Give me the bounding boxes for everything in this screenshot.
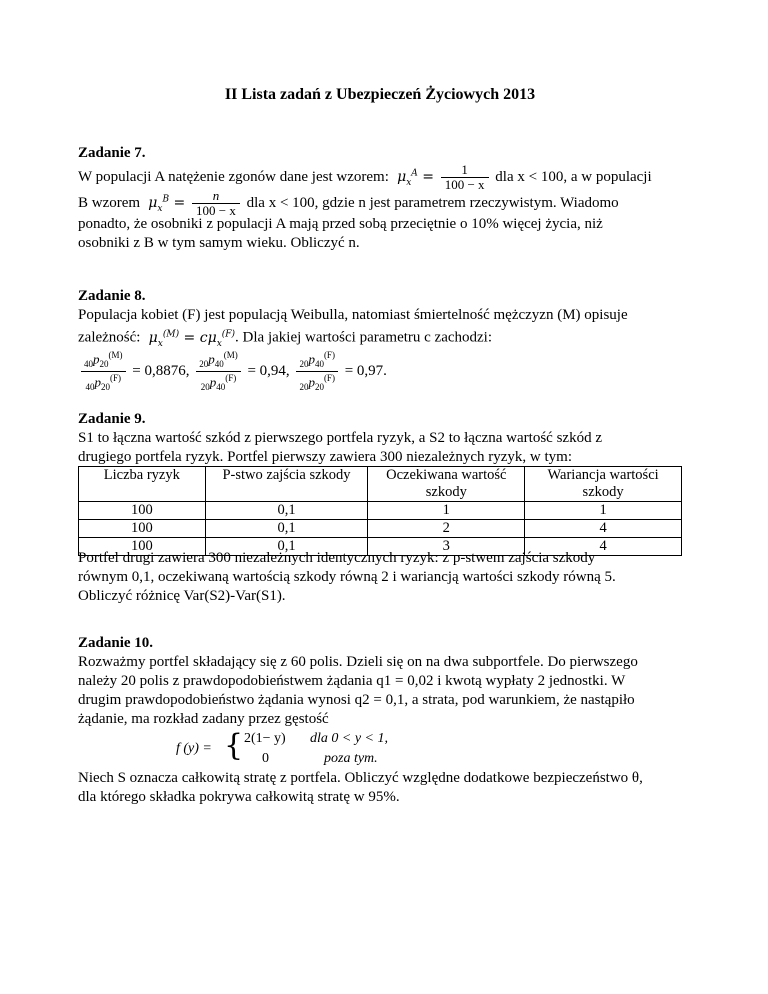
- risk-table-header-cell: P-stwo zajścia szkody: [205, 467, 368, 502]
- task-9-line-2: drugiego portfela ryzyk. Portfel pierwszy zawiera 300 niezależnych ryzyk, w tym:: [78, 449, 572, 465]
- density-formula: [78, 729, 682, 769]
- task-7: [78, 144, 682, 253]
- table-cell: 1: [368, 502, 525, 520]
- density-lhs: f (y) =: [176, 741, 212, 756]
- survival-ratio-1-value: = 0,8876,: [132, 362, 190, 379]
- table-cell: 3: [368, 538, 525, 556]
- survival-ratio-2: $\frac{_{20}p_{40}^{(M)}}{_{20}p_{40}^{(F)}}$: [196, 349, 241, 394]
- task-8-heading: Zadanie 8.: [78, 288, 146, 304]
- table-row: [79, 520, 682, 538]
- table-cell: 4: [525, 520, 682, 538]
- task-7-text-2a: B wzorem: [78, 194, 141, 211]
- fraction-b-denominator: 100 − x: [196, 203, 236, 218]
- mu-a-symbol: $\mu_x^A$ =: [392, 168, 434, 188]
- risk-table-header: [79, 467, 682, 502]
- density-brace: {: [224, 728, 244, 763]
- task-9-line-4: równym 0,1, oczekiwaną wartością szkody równą 2 i wariancją wartości szkody równą 5.: [78, 569, 616, 585]
- task-7-line-1: [78, 162, 682, 192]
- fraction-b-numerator: n: [192, 189, 240, 204]
- survival-ratio-3: $\frac{_{20}p_{40}^{(F)}}{_{20}p_{20}^{(F)}}$: [296, 349, 338, 394]
- task-8: [78, 287, 682, 392]
- fraction-a-numerator: 1: [441, 163, 489, 178]
- task-8-text-2a: zależność:: [78, 329, 141, 346]
- fraction-b: [192, 189, 240, 218]
- task-10-line-5: Niech S oznacza całkowitą stratę z portfela. Obliczyć względne dodatkowe bezpieczeństwo θ,: [78, 770, 643, 786]
- task-10-heading: Zadanie 10.: [78, 635, 154, 651]
- survival-ratio-2-value: = 0,94,: [247, 362, 290, 379]
- task-10-line-2: należy 20 polis z prawdopodobieństwem żądania q1 = 0,02 i kwotą wypłaty 2 jednostki. W: [78, 673, 626, 689]
- mu-b-symbol: $\mu_x^B$ =: [143, 194, 186, 214]
- task-10-line-3: drugim prawdopodobieństwo żądania wynosi q2 = 0,1, a strata, pod warunkiem, że nastąpiło: [78, 692, 635, 708]
- task-10: [78, 634, 682, 807]
- task-9-line-5: Obliczyć różnicę Var(S2)-Var(S1).: [78, 588, 286, 604]
- table-cell: 100: [79, 538, 206, 556]
- task-10-line-6: dla którego składka pokrywa całkowitą stratę w 95%.: [78, 789, 400, 805]
- task-7-heading: Zadanie 7.: [78, 145, 146, 161]
- table-cell: 0,1: [205, 502, 368, 520]
- task-9-line-3: Portfel drugi zawiera 300 niezależnych identycznych ryzyk: z p-stwem zajścia szkody: [78, 550, 596, 566]
- task-9: [78, 410, 682, 467]
- table-cell: 2: [368, 520, 525, 538]
- task-7-text-2b: dla x < 100, gdzie n jest parametrem rzeczywistym. Wiadomo: [246, 194, 619, 211]
- task-10-line-4: żądanie, ma rozkład zadany przez gęstość: [78, 711, 329, 727]
- risk-table-header-cell: Liczba ryzyk: [79, 467, 206, 502]
- table-cell: 100: [79, 520, 206, 538]
- task-8-conditions: [78, 349, 682, 392]
- task-9-line-1: S1 to łączna wartość szkód z pierwszego portfela ryzyk, a S2 to łączna wartość szkód z: [78, 430, 602, 446]
- survival-ratio-1: $\frac{_{40}p_{20}^{(M)}}{_{40}p_{20}^{(F)}}$: [81, 349, 126, 394]
- task-8-line-1: Populacja kobiet (F) jest populacją Weibulla, natomiast śmiertelność mężczyzn (M) opisuje: [78, 307, 628, 323]
- document-title: II Lista zadań z Ubezpieczeń Życiowych 2013: [224, 86, 536, 103]
- task-9-continued: [78, 549, 682, 606]
- risk-table-header-cell: Oczekiwana wartość szkody: [368, 467, 525, 502]
- task-7-line-4: osobniki z B w tym samym wieku. Obliczyć n.: [78, 235, 360, 251]
- table-cell: 4: [525, 538, 682, 556]
- table-cell: 100: [79, 502, 206, 520]
- task-10-line-1: Rozważmy portfel składający się z 60 polis. Dzieli się on na dwa subportfele. Do pierwszego: [78, 654, 638, 670]
- task-8-text-2b: . Dla jakiej wartości parametru c zachodzi:: [235, 329, 493, 346]
- density-case-2-cond: poza tym.: [324, 751, 378, 766]
- table-cell: 0,1: [205, 538, 368, 556]
- risk-table-header-cell: Wariancja wartości szkody: [525, 467, 682, 502]
- table-cell: 0,1: [205, 520, 368, 538]
- task-7-text-1: W populacji A natężenie zgonów dane jest wzorem:: [78, 168, 389, 185]
- fraction-a: [441, 163, 489, 192]
- density-case-1-expr: 2(1− y): [244, 731, 286, 746]
- table-row: [79, 502, 682, 520]
- table-cell: 1: [525, 502, 682, 520]
- mortality-relation: $\mu_x^{(M)} = c\mu_x^{(F)}$: [144, 329, 236, 349]
- task-8-line-2: [78, 325, 682, 347]
- risk-table: [78, 466, 682, 556]
- task-7-line-3: ponadto, że osobniki z populacji A mają przed sobą przeciętnie o 10% więcej życia, niż: [78, 216, 603, 232]
- survival-ratio-3-value: = 0,97.: [344, 362, 387, 379]
- task-7-text-1b: dla x < 100, a w populacji: [495, 168, 652, 185]
- task-9-heading: Zadanie 9.: [78, 411, 146, 427]
- task-7-line-2: [78, 188, 682, 218]
- density-case-2-expr: 0: [262, 751, 269, 766]
- fraction-a-denominator: 100 − x: [444, 177, 485, 192]
- density-case-1-cond: dla 0 < y < 1,: [310, 731, 388, 746]
